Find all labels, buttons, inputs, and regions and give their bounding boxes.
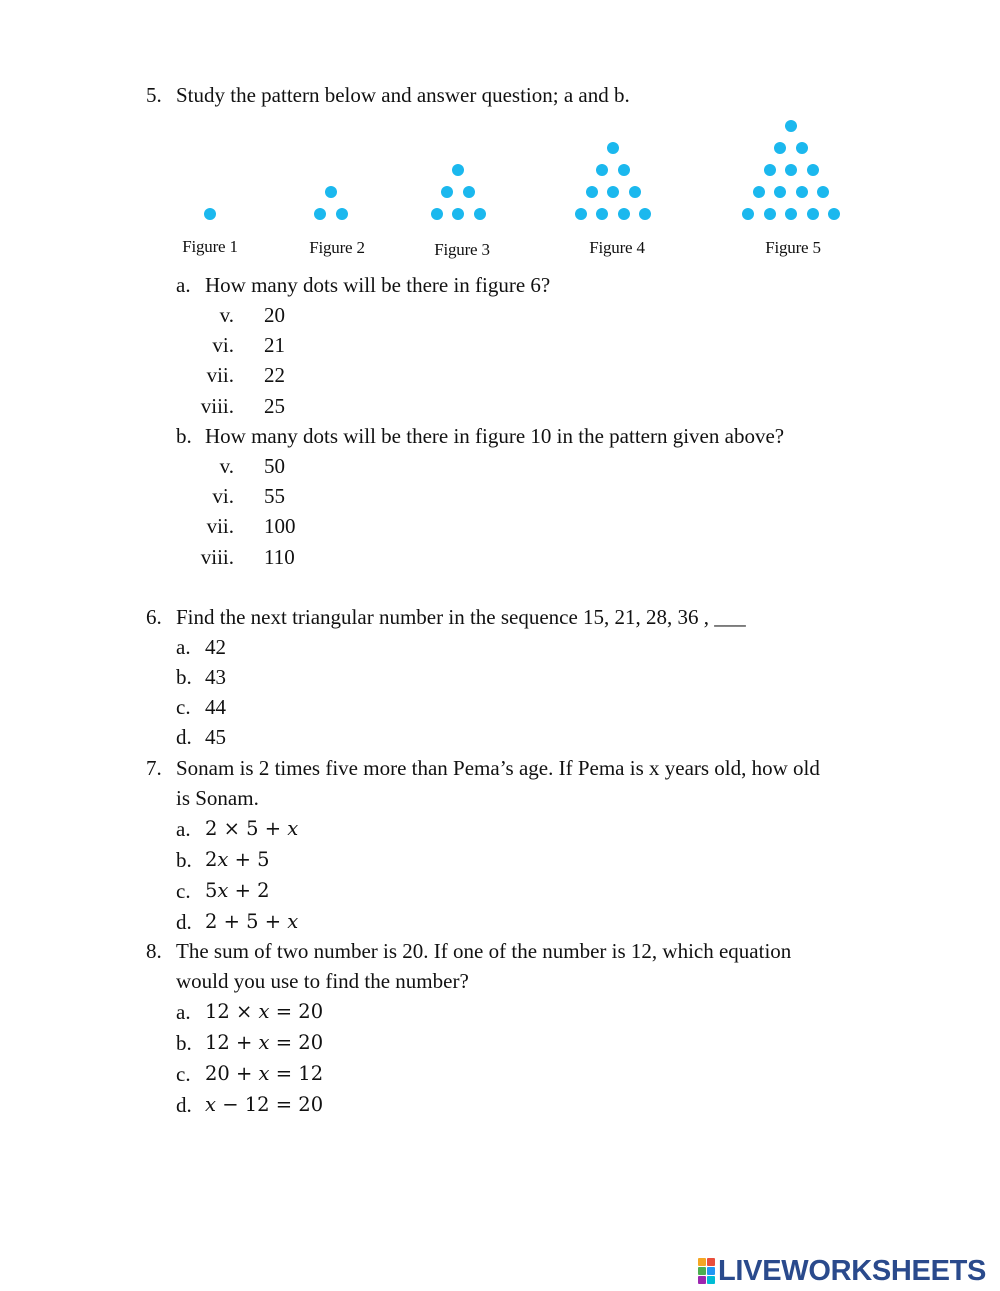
figure-5-dot bbox=[828, 208, 840, 220]
q8-option-letter: a. bbox=[176, 1000, 191, 1024]
q6-text: Find the next triangular number in the sequence 15, 21, 28, 36 , ___ bbox=[176, 605, 746, 629]
q5a-option-numeral: viii. bbox=[200, 394, 234, 418]
logo-block bbox=[707, 1267, 715, 1275]
figure-5-dot bbox=[817, 186, 829, 198]
q6-option-value[interactable]: 42 bbox=[205, 635, 226, 659]
q5a-option-value[interactable]: 25 bbox=[264, 394, 285, 418]
q7-option-value[interactable]: 2 × 5 + 𝑥 bbox=[205, 817, 299, 840]
figure-2-dot bbox=[314, 208, 326, 220]
q6-option-letter: c. bbox=[176, 695, 191, 719]
dot-pattern-figures bbox=[0, 0, 1000, 270]
q5a-option-numeral: vi. bbox=[212, 333, 234, 357]
figure-5-dot bbox=[807, 164, 819, 176]
q5a-letter: a. bbox=[176, 273, 191, 297]
figure-3-dot bbox=[463, 186, 475, 198]
q8-option-letter: d. bbox=[176, 1093, 192, 1117]
q6-option-letter: d. bbox=[176, 725, 192, 749]
figure-5-dot bbox=[753, 186, 765, 198]
figure-4-dot bbox=[607, 186, 619, 198]
q5a-option-value[interactable]: 21 bbox=[264, 333, 285, 357]
figure-3-label: Figure 3 bbox=[434, 240, 490, 259]
figure-4-dot bbox=[607, 142, 619, 154]
figure-5-dot bbox=[742, 208, 754, 220]
q6-option-value[interactable]: 44 bbox=[205, 695, 226, 719]
figure-5-dot bbox=[785, 208, 797, 220]
q8-option-letter: c. bbox=[176, 1062, 191, 1086]
figure-1-label: Figure 1 bbox=[182, 237, 238, 256]
figure-2-dot bbox=[325, 186, 337, 198]
figure-4-dot bbox=[639, 208, 651, 220]
figure-4-dot bbox=[629, 186, 641, 198]
q5a-text: How many dots will be there in figure 6? bbox=[205, 273, 551, 297]
q5a-option-value[interactable]: 22 bbox=[264, 363, 285, 387]
logo-block bbox=[707, 1258, 715, 1266]
figure-5-dot bbox=[785, 120, 797, 132]
figure-5-dot bbox=[796, 186, 808, 198]
q7-option-letter: d. bbox=[176, 910, 192, 934]
q7-number: 7. bbox=[146, 756, 162, 780]
q6-option-letter: b. bbox=[176, 665, 192, 689]
q5-number: 5. bbox=[146, 83, 162, 107]
figure-5-label: Figure 5 bbox=[765, 238, 821, 257]
q8-text-line1: The sum of two number is 20. If one of the number is 12, which equation bbox=[176, 939, 792, 963]
q7-text-line1: Sonam is 2 times five more than Pema’s age. If Pema is x years old, how old bbox=[176, 756, 820, 780]
figure-3-dot bbox=[452, 164, 464, 176]
figure-3-dot bbox=[441, 186, 453, 198]
q7-option-letter: c. bbox=[176, 879, 191, 903]
logo-block bbox=[698, 1267, 706, 1275]
q8-number: 8. bbox=[146, 939, 162, 963]
logo-block bbox=[698, 1258, 706, 1266]
figure-5-dot bbox=[785, 164, 797, 176]
q8-text-line2: would you use to find the number? bbox=[176, 969, 469, 993]
q8-option-letter: b. bbox=[176, 1031, 192, 1055]
q8-option-value[interactable]: 𝑥 − 12 = 20 bbox=[205, 1093, 324, 1116]
q5-text: Study the pattern below and answer question; a and b. bbox=[176, 83, 630, 107]
figure-3-dot bbox=[452, 208, 464, 220]
q5b-option-numeral: v. bbox=[219, 454, 234, 478]
q6-option-value[interactable]: 43 bbox=[205, 665, 226, 689]
figure-5-dot bbox=[774, 186, 786, 198]
q5a-option-numeral: vii. bbox=[206, 363, 234, 387]
q5b-option-numeral: vi. bbox=[212, 484, 234, 508]
figure-3-dot bbox=[474, 208, 486, 220]
q5b-option-value[interactable]: 100 bbox=[264, 514, 296, 538]
figure-5-dot bbox=[774, 142, 786, 154]
q7-option-value[interactable]: 5𝑥 + 2 bbox=[205, 879, 270, 902]
figure-4-dot bbox=[618, 208, 630, 220]
figure-5-dot bbox=[764, 164, 776, 176]
q8-option-value[interactable]: 20 + 𝑥 = 12 bbox=[205, 1062, 324, 1085]
q7-option-value[interactable]: 2𝑥 + 5 bbox=[205, 848, 270, 871]
q7-option-letter: b. bbox=[176, 848, 192, 872]
q5b-option-value[interactable]: 110 bbox=[264, 545, 295, 569]
figure-3-dot bbox=[431, 208, 443, 220]
q5b-option-value[interactable]: 55 bbox=[264, 484, 285, 508]
q5b-option-numeral: viii. bbox=[200, 545, 234, 569]
logo-blocks-icon bbox=[698, 1258, 715, 1284]
figure-4-dot bbox=[596, 164, 608, 176]
figure-5-dot bbox=[796, 142, 808, 154]
logo-block bbox=[707, 1276, 715, 1284]
q8-option-value[interactable]: 12 × 𝑥 = 20 bbox=[205, 1000, 324, 1023]
q5b-option-value[interactable]: 50 bbox=[264, 454, 285, 478]
q5b-option-numeral: vii. bbox=[206, 514, 234, 538]
figure-2-label: Figure 2 bbox=[309, 238, 365, 257]
figure-4-label: Figure 4 bbox=[589, 238, 645, 257]
q5b-letter: b. bbox=[176, 424, 192, 448]
figure-4-dot bbox=[586, 186, 598, 198]
figure-5-dot bbox=[764, 208, 776, 220]
q7-text-line2: is Sonam. bbox=[176, 786, 259, 810]
logo-block bbox=[698, 1276, 706, 1284]
q5a-option-numeral: v. bbox=[219, 303, 234, 327]
figure-4-dot bbox=[596, 208, 608, 220]
figure-4-dot bbox=[618, 164, 630, 176]
figure-4-dot bbox=[575, 208, 587, 220]
liveworksheets-logo bbox=[698, 1255, 986, 1287]
q8-option-value[interactable]: 12 + 𝑥 = 20 bbox=[205, 1031, 324, 1054]
figure-1-dot bbox=[204, 208, 216, 220]
q7-option-value[interactable]: 2 + 5 + 𝑥 bbox=[205, 910, 299, 933]
q6-option-value[interactable]: 45 bbox=[205, 725, 226, 749]
q6-number: 6. bbox=[146, 605, 162, 629]
liveworksheets-wordmark: LIVEWORKSHEETS bbox=[718, 1254, 987, 1287]
q7-option-letter: a. bbox=[176, 817, 191, 841]
figure-2-dot bbox=[336, 208, 348, 220]
q5b-text: How many dots will be there in figure 10 in the pattern given above? bbox=[205, 424, 785, 448]
figure-5-dot bbox=[807, 208, 819, 220]
q5a-option-value[interactable]: 20 bbox=[264, 303, 285, 327]
q6-option-letter: a. bbox=[176, 635, 191, 659]
